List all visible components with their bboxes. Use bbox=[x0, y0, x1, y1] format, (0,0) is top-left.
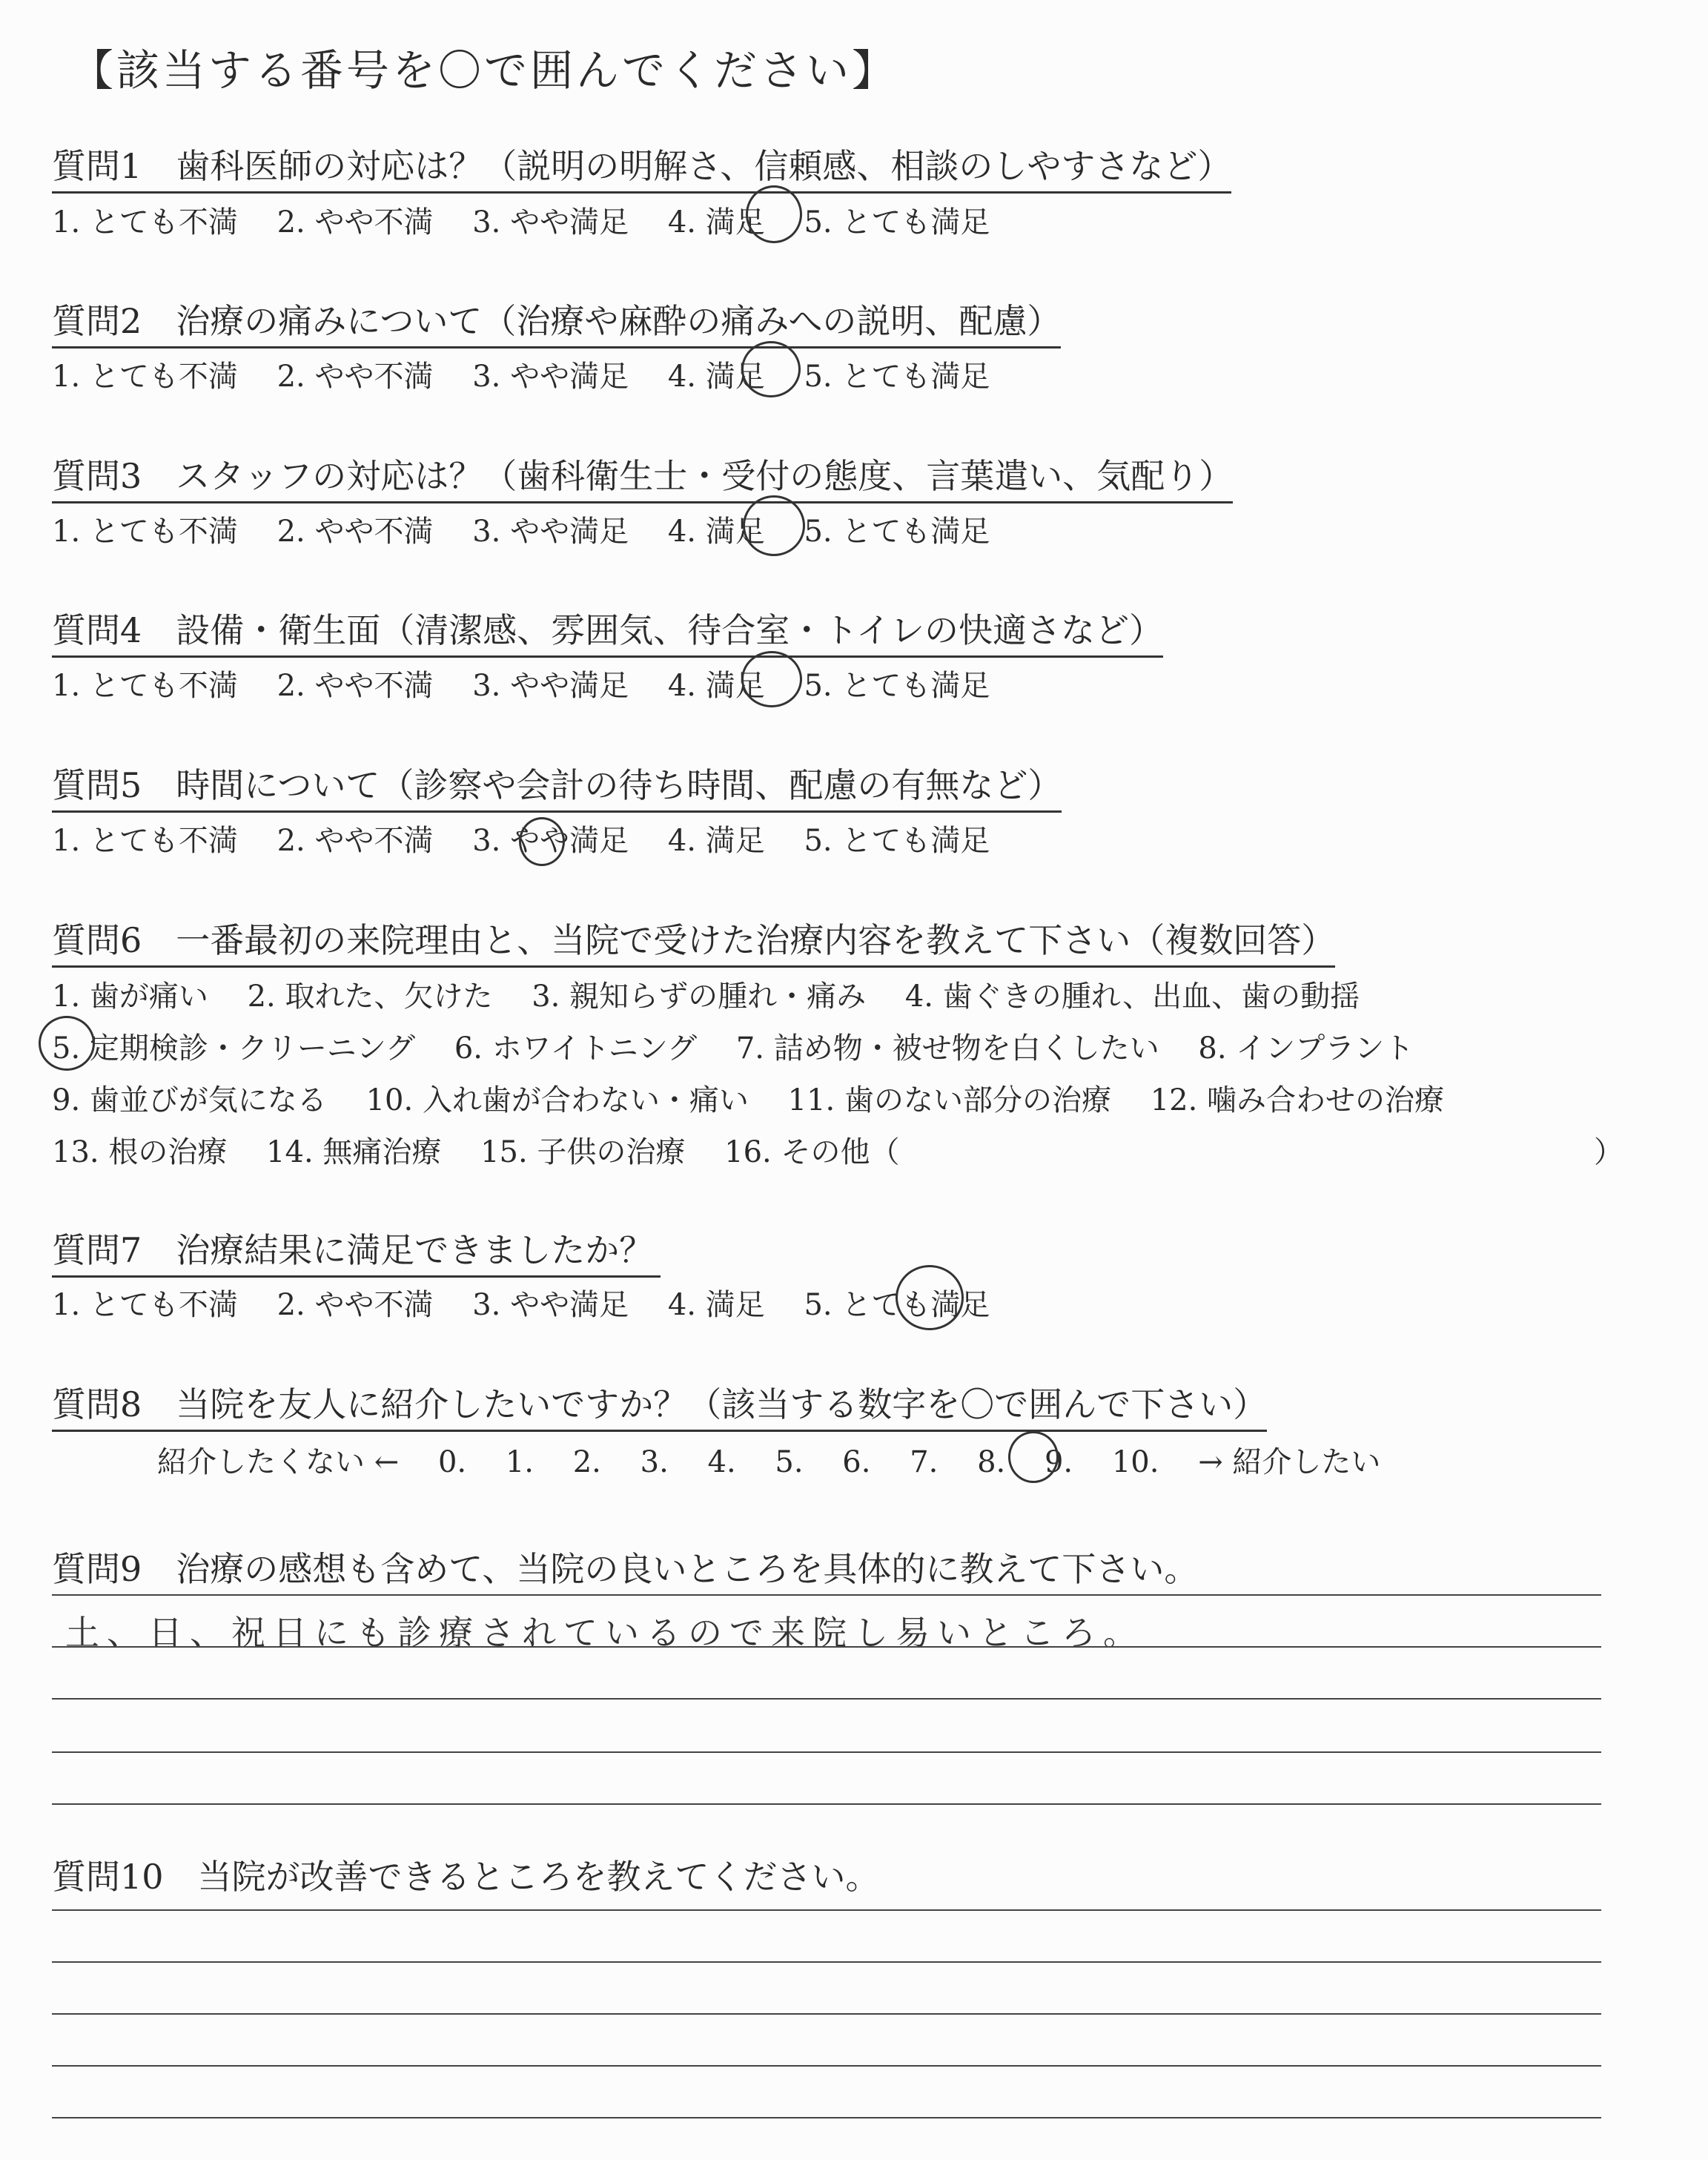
q7-option-2[interactable]: 2. やや不満 bbox=[277, 1288, 434, 1322]
q5-option-1[interactable]: 1. とても不満 bbox=[52, 824, 238, 858]
question-9-label: 質問9 治療の感想も含めて、当院の良いところを具体的に教えて下さい。 bbox=[52, 1549, 1199, 1589]
q8-scale-5[interactable]: 5. bbox=[775, 1445, 804, 1479]
q6-option[interactable]: 2. 取れた、欠けた bbox=[247, 980, 493, 1014]
q1-option-1[interactable]: 1. とても不満 bbox=[52, 205, 238, 240]
q7-option-3[interactable]: 3. やや満足 bbox=[472, 1288, 629, 1322]
q5-option-2[interactable]: 2. やや不満 bbox=[277, 824, 434, 858]
q10-answer-line bbox=[52, 1909, 1601, 1911]
question-6-label: 質問6 一番最初の来院理由と、当院で受けた治療内容を教えて下さい（複数回答） bbox=[52, 914, 1335, 968]
q8-scale-10[interactable]: 10. bbox=[1111, 1445, 1159, 1479]
question-3-options bbox=[52, 508, 990, 550]
q6-option[interactable]: 15. 子供の治療 bbox=[480, 1135, 686, 1169]
q8-scale-1[interactable]: 1. bbox=[505, 1445, 534, 1479]
q10-answer-line bbox=[52, 2117, 1601, 2118]
q5-selection-circle bbox=[519, 817, 565, 866]
q6-option[interactable]: 5. 定期検診・クリーニング bbox=[52, 1031, 416, 1066]
q9-answer-line bbox=[52, 1594, 1601, 1596]
question-4-label: 質問4 設備・衛生面（清潔感、雰囲気、待合室・トイレの快適さなど） bbox=[52, 604, 1163, 658]
q2-selection-circle bbox=[741, 341, 801, 397]
question-1-options bbox=[52, 199, 990, 241]
question-2-options bbox=[52, 353, 990, 395]
q8-scale-7[interactable]: 7. bbox=[910, 1445, 939, 1479]
q6-option[interactable]: 11. 歯のない部分の治療 bbox=[787, 1083, 1111, 1117]
q6-other-close: ） bbox=[1594, 1135, 1623, 1169]
q6-option[interactable]: 1. 歯が痛い bbox=[52, 980, 208, 1014]
q8-selection-circle bbox=[1008, 1431, 1059, 1483]
question-4-options bbox=[52, 662, 990, 704]
q7-option-1[interactable]: 1. とても不満 bbox=[52, 1288, 238, 1322]
q5-option-3[interactable]: 3. やや満足 bbox=[472, 824, 629, 858]
q4-option-2[interactable]: 2. やや不満 bbox=[277, 669, 434, 703]
question-1-label: 質問1 歯科医師の対応は？（説明の明解さ、信頼感、相談のしやすさなど） bbox=[52, 139, 1231, 194]
q4-selection-circle bbox=[741, 651, 802, 707]
q6-option[interactable]: 8. インプラント bbox=[1198, 1031, 1414, 1066]
q7-selection-circle bbox=[896, 1265, 964, 1330]
q6-option[interactable]: 9. 歯並びが気になる bbox=[52, 1083, 327, 1117]
question-7-label: 質問7 治療結果に満足できましたか？ bbox=[52, 1223, 661, 1278]
q1-option-2[interactable]: 2. やや不満 bbox=[277, 205, 434, 240]
q4-option-3[interactable]: 3. やや満足 bbox=[472, 669, 629, 703]
q6-option[interactable]: 7. 詰め物・被せ物を白くしたい bbox=[735, 1031, 1159, 1066]
q4-option-5[interactable]: 5. とても満足 bbox=[804, 669, 990, 703]
q3-option-1[interactable]: 1. とても不満 bbox=[52, 515, 238, 549]
q2-option-3[interactable]: 3. やや満足 bbox=[472, 360, 629, 394]
q1-option-3[interactable]: 3. やや満足 bbox=[472, 205, 629, 240]
q6-selection-circle bbox=[39, 1016, 95, 1071]
q8-scale-3[interactable]: 3. bbox=[640, 1445, 669, 1479]
q9-answer-line bbox=[52, 1751, 1601, 1753]
q8-scale-9[interactable]: 9. bbox=[1044, 1445, 1073, 1479]
q6-row-2 bbox=[52, 1025, 1414, 1067]
q10-answer-line bbox=[52, 1961, 1601, 1963]
q3-option-2[interactable]: 2. やや不満 bbox=[277, 515, 434, 549]
q1-option-4[interactable]: 4. 満足 bbox=[667, 205, 765, 240]
q6-row-1 bbox=[52, 973, 1360, 1015]
question-2-label: 質問2 治療の痛みについて（治療や麻酔の痛みへの説明、配慮） bbox=[52, 294, 1061, 349]
q2-option-1[interactable]: 1. とても不満 bbox=[52, 360, 238, 394]
q8-right-label: → 紹介したい bbox=[1198, 1445, 1381, 1479]
q3-option-5[interactable]: 5. とても満足 bbox=[804, 515, 990, 549]
q8-left-label: 紹介したくない ← bbox=[157, 1445, 400, 1479]
q1-option-5[interactable]: 5. とても満足 bbox=[804, 205, 990, 240]
q9-answer-line bbox=[52, 1698, 1601, 1700]
q6-option-other[interactable]: 16. その他（ bbox=[724, 1135, 900, 1169]
q9-answer-line bbox=[52, 1803, 1601, 1805]
q8-scale-2[interactable]: 2. bbox=[572, 1445, 601, 1479]
q6-option[interactable]: 14. 無痛治療 bbox=[266, 1135, 442, 1169]
q6-option[interactable]: 6. ホワイトニング bbox=[454, 1031, 698, 1066]
q1-selection-circle bbox=[746, 185, 802, 243]
q3-selection-circle bbox=[743, 495, 805, 556]
question-10-label: 質問10 当院が改善できるところを教えてください。 bbox=[52, 1857, 880, 1897]
q2-option-2[interactable]: 2. やや不満 bbox=[277, 360, 434, 394]
q8-scale-4[interactable]: 4. bbox=[707, 1445, 736, 1479]
q6-option[interactable]: 3. 親知らずの腫れ・痛み bbox=[532, 980, 867, 1014]
q7-option-5[interactable]: 5. とても満足 bbox=[804, 1288, 990, 1322]
q8-scale-8[interactable]: 8. bbox=[977, 1445, 1006, 1479]
q4-option-4[interactable]: 4. 満足 bbox=[667, 669, 765, 703]
q6-option[interactable]: 13. 根の治療 bbox=[52, 1135, 228, 1169]
q2-option-5[interactable]: 5. とても満足 bbox=[804, 360, 990, 394]
q8-scale-0[interactable]: 0. bbox=[437, 1445, 467, 1479]
question-3-label: 質問3 スタッフの対応は？（歯科衛生士・受付の態度、言葉遣い、気配り） bbox=[52, 449, 1233, 503]
q4-option-1[interactable]: 1. とても不満 bbox=[52, 669, 238, 703]
q8-scale-row bbox=[157, 1439, 1380, 1481]
q10-answer-line bbox=[52, 2013, 1601, 2015]
question-5-label: 質問5 時間について（診察や会計の待ち時間、配慮の有無など） bbox=[52, 759, 1062, 813]
form-title: 【該当する番号を〇で囲んでください】 bbox=[70, 45, 898, 96]
q9-answer-line bbox=[52, 1646, 1601, 1648]
q6-option[interactable]: 4. 歯ぐきの腫れ、出血、歯の動揺 bbox=[904, 980, 1360, 1014]
q3-option-4[interactable]: 4. 満足 bbox=[667, 515, 765, 549]
q7-option-4[interactable]: 4. 満足 bbox=[667, 1288, 765, 1322]
q6-option[interactable]: 12. 噛み合わせの治療 bbox=[1150, 1083, 1445, 1117]
q5-option-5[interactable]: 5. とても満足 bbox=[804, 824, 990, 858]
question-7-options bbox=[52, 1281, 990, 1324]
q5-option-4[interactable]: 4. 満足 bbox=[667, 824, 765, 858]
q2-option-4[interactable]: 4. 満足 bbox=[667, 360, 765, 394]
q6-row-3 bbox=[52, 1077, 1444, 1119]
q6-option[interactable]: 10. 入れ歯が合わない・痛い bbox=[365, 1083, 749, 1117]
question-8-label: 質問8 当院を友人に紹介したいですか？（該当する数字を〇で囲んで下さい） bbox=[52, 1378, 1267, 1432]
q6-row-4 bbox=[52, 1129, 899, 1171]
q3-option-3[interactable]: 3. やや満足 bbox=[472, 515, 629, 549]
q8-scale-6[interactable]: 6. bbox=[842, 1445, 871, 1479]
q10-answer-line bbox=[52, 2065, 1601, 2067]
q9-handwritten-answer[interactable]: 土、日、祝日にも診療されているので来院し易いところ。 bbox=[65, 1613, 1145, 1653]
